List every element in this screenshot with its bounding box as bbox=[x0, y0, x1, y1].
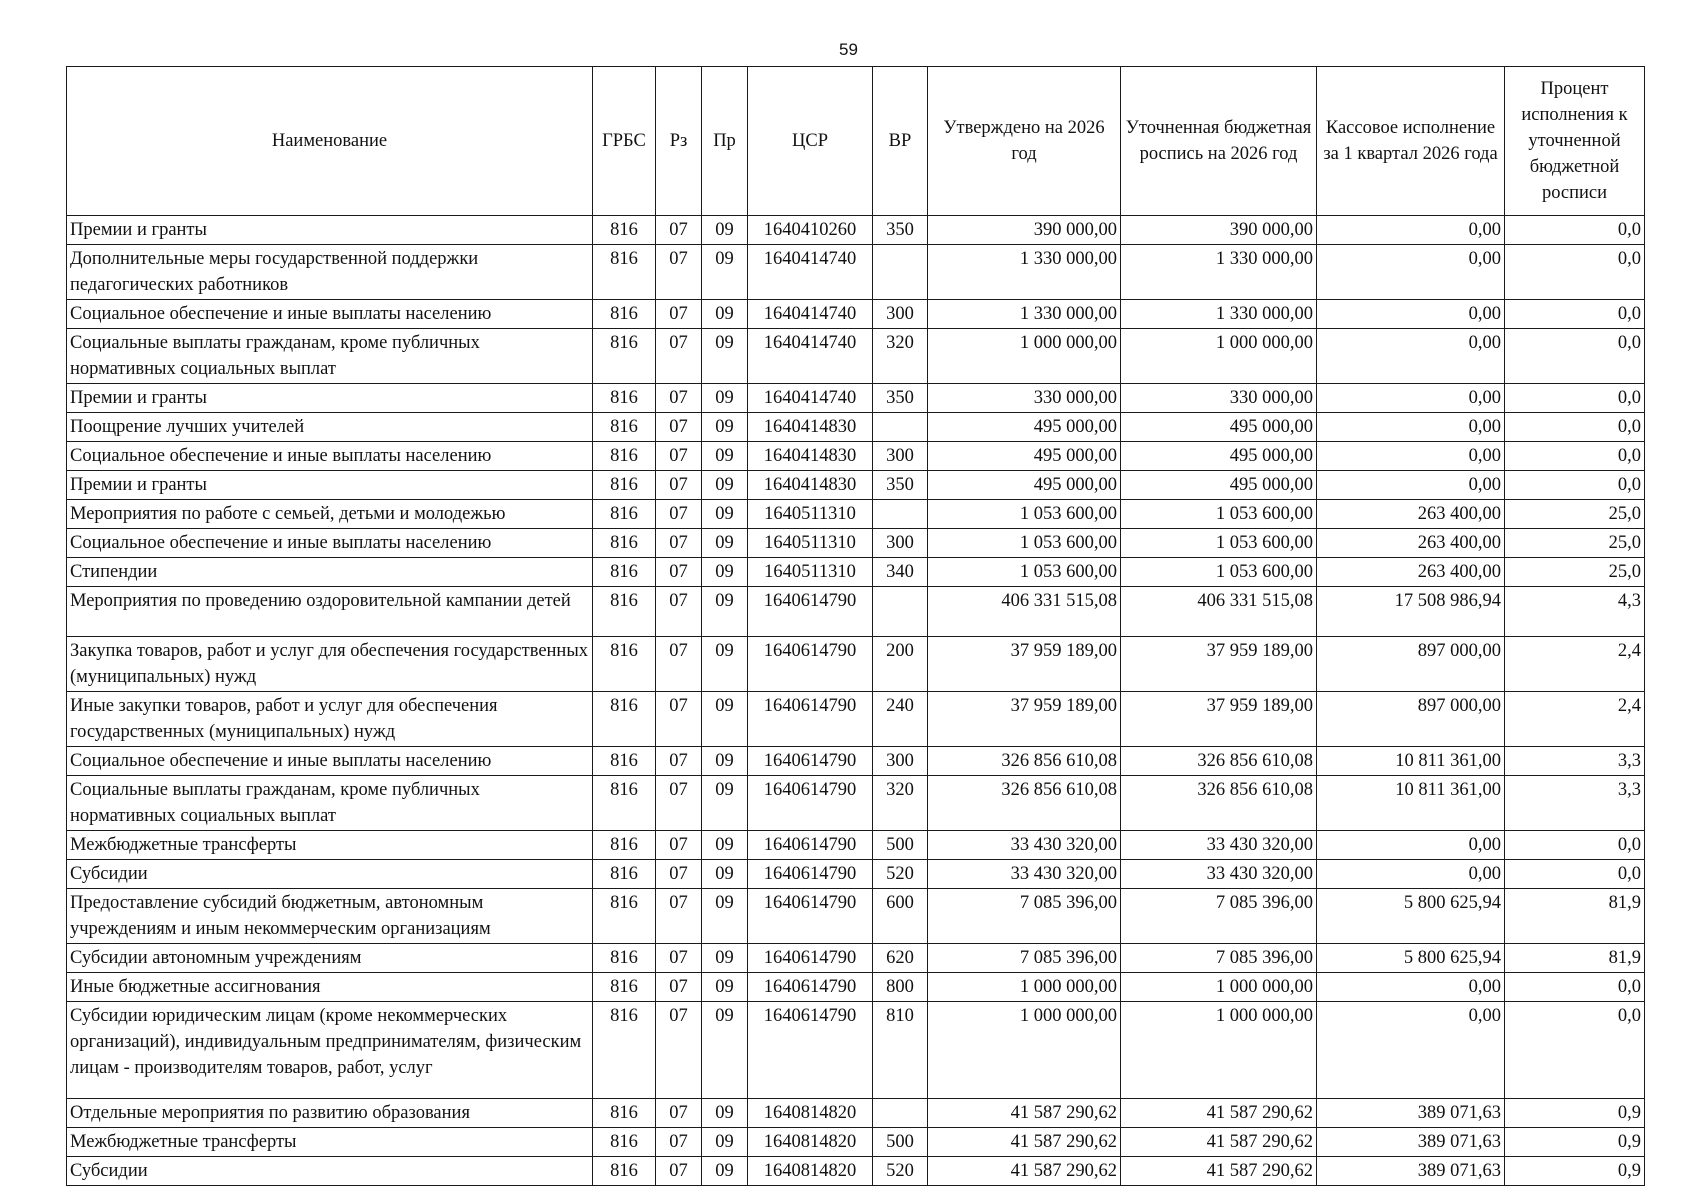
cell-pr: 09 bbox=[702, 300, 748, 329]
cell-grbs: 816 bbox=[593, 692, 656, 747]
cell-refined: 495 000,00 bbox=[1121, 442, 1317, 471]
cell-vr: 340 bbox=[873, 558, 928, 587]
cell-cash: 897 000,00 bbox=[1317, 692, 1505, 747]
header-rz: Рз bbox=[656, 67, 702, 216]
cell-approved: 1 330 000,00 bbox=[928, 245, 1121, 300]
cell-percent: 81,9 bbox=[1505, 889, 1645, 944]
cell-refined: 1 330 000,00 bbox=[1121, 300, 1317, 329]
cell-grbs: 816 bbox=[593, 747, 656, 776]
cell-grbs: 816 bbox=[593, 889, 656, 944]
cell-name: Межбюджетные трансферты bbox=[67, 1128, 593, 1157]
table-row bbox=[67, 529, 1645, 558]
cell-csr: 1640614790 bbox=[748, 776, 873, 831]
cell-name: Стипендии bbox=[67, 558, 593, 587]
cell-grbs: 816 bbox=[593, 558, 656, 587]
cell-approved: 326 856 610,08 bbox=[928, 776, 1121, 831]
table-row bbox=[67, 1128, 1645, 1157]
cell-approved: 406 331 515,08 bbox=[928, 587, 1121, 637]
table-row bbox=[67, 384, 1645, 413]
cell-cash: 0,00 bbox=[1317, 329, 1505, 384]
cell-refined: 1 330 000,00 bbox=[1121, 245, 1317, 300]
cell-vr: 240 bbox=[873, 692, 928, 747]
cell-vr bbox=[873, 587, 928, 637]
cell-pr: 09 bbox=[702, 245, 748, 300]
cell-vr: 500 bbox=[873, 831, 928, 860]
cell-approved: 1 000 000,00 bbox=[928, 1002, 1121, 1099]
header-row bbox=[67, 67, 1645, 216]
cell-vr: 300 bbox=[873, 529, 928, 558]
header-csr: ЦСР bbox=[748, 67, 873, 216]
cell-pr: 09 bbox=[702, 413, 748, 442]
cell-approved: 1 330 000,00 bbox=[928, 300, 1121, 329]
cell-cash: 263 400,00 bbox=[1317, 529, 1505, 558]
cell-vr: 300 bbox=[873, 442, 928, 471]
cell-pr: 09 bbox=[702, 442, 748, 471]
header-percent: Процент исполнения к уточненной бюджетной росписи bbox=[1505, 67, 1645, 216]
cell-cash: 0,00 bbox=[1317, 442, 1505, 471]
cell-grbs: 816 bbox=[593, 776, 656, 831]
cell-csr: 1640414830 bbox=[748, 471, 873, 500]
cell-vr: 320 bbox=[873, 776, 928, 831]
table-row bbox=[67, 831, 1645, 860]
cell-csr: 1640614790 bbox=[748, 637, 873, 692]
header-cash: Кассовое исполнение за 1 квартал 2026 года bbox=[1317, 67, 1505, 216]
cell-refined: 406 331 515,08 bbox=[1121, 587, 1317, 637]
cell-pr: 09 bbox=[702, 831, 748, 860]
table-row bbox=[67, 889, 1645, 944]
cell-refined: 37 959 189,00 bbox=[1121, 637, 1317, 692]
cell-approved: 33 430 320,00 bbox=[928, 860, 1121, 889]
header-vr: ВР bbox=[873, 67, 928, 216]
cell-grbs: 816 bbox=[593, 1002, 656, 1099]
table-row bbox=[67, 1157, 1645, 1186]
cell-pr: 09 bbox=[702, 692, 748, 747]
cell-name: Мероприятия по проведению оздоровительной кампании детей bbox=[67, 587, 593, 637]
cell-percent: 2,4 bbox=[1505, 692, 1645, 747]
cell-pr: 09 bbox=[702, 973, 748, 1002]
cell-vr bbox=[873, 245, 928, 300]
cell-vr: 800 bbox=[873, 973, 928, 1002]
cell-percent: 0,0 bbox=[1505, 216, 1645, 245]
cell-cash: 897 000,00 bbox=[1317, 637, 1505, 692]
cell-pr: 09 bbox=[702, 216, 748, 245]
table-row bbox=[67, 500, 1645, 529]
cell-rz: 07 bbox=[656, 831, 702, 860]
cell-approved: 326 856 610,08 bbox=[928, 747, 1121, 776]
cell-refined: 326 856 610,08 bbox=[1121, 776, 1317, 831]
cell-name: Иные закупки товаров, работ и услуг для обеспечения государственных (муниципальных) нужд bbox=[67, 692, 593, 747]
cell-percent: 25,0 bbox=[1505, 529, 1645, 558]
cell-csr: 1640614790 bbox=[748, 831, 873, 860]
table-row bbox=[67, 329, 1645, 384]
cell-cash: 0,00 bbox=[1317, 860, 1505, 889]
cell-name: Поощрение лучших учителей bbox=[67, 413, 593, 442]
cell-pr: 09 bbox=[702, 860, 748, 889]
cell-rz: 07 bbox=[656, 500, 702, 529]
cell-cash: 0,00 bbox=[1317, 300, 1505, 329]
cell-refined: 33 430 320,00 bbox=[1121, 860, 1317, 889]
cell-rz: 07 bbox=[656, 413, 702, 442]
cell-name: Межбюджетные трансферты bbox=[67, 831, 593, 860]
table-row bbox=[67, 413, 1645, 442]
cell-grbs: 816 bbox=[593, 384, 656, 413]
cell-rz: 07 bbox=[656, 637, 702, 692]
cell-name: Премии и гранты bbox=[67, 384, 593, 413]
cell-approved: 330 000,00 bbox=[928, 384, 1121, 413]
cell-csr: 1640614790 bbox=[748, 944, 873, 973]
cell-rz: 07 bbox=[656, 692, 702, 747]
cell-name: Премии и гранты bbox=[67, 216, 593, 245]
cell-cash: 17 508 986,94 bbox=[1317, 587, 1505, 637]
cell-grbs: 816 bbox=[593, 1099, 656, 1128]
table-body bbox=[67, 216, 1645, 1186]
cell-pr: 09 bbox=[702, 889, 748, 944]
table-row bbox=[67, 300, 1645, 329]
cell-pr: 09 bbox=[702, 529, 748, 558]
cell-cash: 0,00 bbox=[1317, 384, 1505, 413]
cell-percent: 0,0 bbox=[1505, 831, 1645, 860]
cell-name: Социальные выплаты гражданам, кроме публичных нормативных социальных выплат bbox=[67, 776, 593, 831]
cell-approved: 495 000,00 bbox=[928, 413, 1121, 442]
cell-cash: 389 071,63 bbox=[1317, 1128, 1505, 1157]
cell-approved: 1 053 600,00 bbox=[928, 558, 1121, 587]
cell-csr: 1640614790 bbox=[748, 587, 873, 637]
cell-approved: 33 430 320,00 bbox=[928, 831, 1121, 860]
table-row bbox=[67, 860, 1645, 889]
cell-refined: 1 000 000,00 bbox=[1121, 973, 1317, 1002]
cell-percent: 0,0 bbox=[1505, 1002, 1645, 1099]
cell-pr: 09 bbox=[702, 500, 748, 529]
cell-approved: 7 085 396,00 bbox=[928, 944, 1121, 973]
cell-vr: 600 bbox=[873, 889, 928, 944]
table-row bbox=[67, 1002, 1645, 1099]
cell-grbs: 816 bbox=[593, 245, 656, 300]
cell-csr: 1640814820 bbox=[748, 1157, 873, 1186]
cell-cash: 389 071,63 bbox=[1317, 1157, 1505, 1186]
table-row bbox=[67, 776, 1645, 831]
cell-cash: 263 400,00 bbox=[1317, 500, 1505, 529]
cell-pr: 09 bbox=[702, 329, 748, 384]
table-row bbox=[67, 587, 1645, 637]
cell-pr: 09 bbox=[702, 558, 748, 587]
cell-grbs: 816 bbox=[593, 300, 656, 329]
cell-rz: 07 bbox=[656, 329, 702, 384]
cell-refined: 1 053 600,00 bbox=[1121, 500, 1317, 529]
cell-rz: 07 bbox=[656, 471, 702, 500]
table-row bbox=[67, 216, 1645, 245]
cell-percent: 0,9 bbox=[1505, 1128, 1645, 1157]
table-row bbox=[67, 944, 1645, 973]
cell-percent: 0,0 bbox=[1505, 329, 1645, 384]
cell-pr: 09 bbox=[702, 944, 748, 973]
cell-csr: 1640511310 bbox=[748, 529, 873, 558]
cell-csr: 1640511310 bbox=[748, 500, 873, 529]
cell-grbs: 816 bbox=[593, 944, 656, 973]
table-row bbox=[67, 973, 1645, 1002]
cell-rz: 07 bbox=[656, 860, 702, 889]
table-row bbox=[67, 558, 1645, 587]
cell-csr: 1640414740 bbox=[748, 245, 873, 300]
cell-percent: 0,0 bbox=[1505, 442, 1645, 471]
cell-approved: 1 053 600,00 bbox=[928, 529, 1121, 558]
cell-vr: 810 bbox=[873, 1002, 928, 1099]
cell-rz: 07 bbox=[656, 944, 702, 973]
cell-pr: 09 bbox=[702, 1002, 748, 1099]
cell-percent: 25,0 bbox=[1505, 558, 1645, 587]
cell-percent: 0,0 bbox=[1505, 413, 1645, 442]
cell-rz: 07 bbox=[656, 776, 702, 831]
header-refined: Уточненная бюджетная роспись на 2026 год bbox=[1121, 67, 1317, 216]
cell-percent: 2,4 bbox=[1505, 637, 1645, 692]
cell-rz: 07 bbox=[656, 973, 702, 1002]
cell-percent: 0,0 bbox=[1505, 973, 1645, 1002]
cell-rz: 07 bbox=[656, 1002, 702, 1099]
cell-vr: 520 bbox=[873, 860, 928, 889]
table-row bbox=[67, 471, 1645, 500]
header-grbs: ГРБС bbox=[593, 67, 656, 216]
cell-name: Мероприятия по работе с семьей, детьми и молодежью bbox=[67, 500, 593, 529]
cell-name: Социальное обеспечение и иные выплаты населению bbox=[67, 747, 593, 776]
cell-refined: 41 587 290,62 bbox=[1121, 1157, 1317, 1186]
cell-csr: 1640614790 bbox=[748, 973, 873, 1002]
cell-percent: 0,0 bbox=[1505, 860, 1645, 889]
cell-percent: 0,0 bbox=[1505, 300, 1645, 329]
cell-pr: 09 bbox=[702, 776, 748, 831]
cell-refined: 1 000 000,00 bbox=[1121, 1002, 1317, 1099]
cell-cash: 0,00 bbox=[1317, 245, 1505, 300]
cell-approved: 41 587 290,62 bbox=[928, 1157, 1121, 1186]
cell-pr: 09 bbox=[702, 471, 748, 500]
cell-vr: 350 bbox=[873, 384, 928, 413]
cell-vr: 200 bbox=[873, 637, 928, 692]
table-row bbox=[67, 637, 1645, 692]
cell-refined: 1 053 600,00 bbox=[1121, 529, 1317, 558]
cell-csr: 1640814820 bbox=[748, 1099, 873, 1128]
cell-cash: 0,00 bbox=[1317, 471, 1505, 500]
cell-vr: 620 bbox=[873, 944, 928, 973]
cell-cash: 5 800 625,94 bbox=[1317, 889, 1505, 944]
cell-name: Премии и гранты bbox=[67, 471, 593, 500]
cell-approved: 495 000,00 bbox=[928, 471, 1121, 500]
cell-name: Дополнительные меры государственной поддержки педагогических работников bbox=[67, 245, 593, 300]
table-row bbox=[67, 442, 1645, 471]
cell-grbs: 816 bbox=[593, 637, 656, 692]
cell-vr bbox=[873, 500, 928, 529]
cell-pr: 09 bbox=[702, 1099, 748, 1128]
cell-percent: 0,0 bbox=[1505, 384, 1645, 413]
cell-csr: 1640414830 bbox=[748, 413, 873, 442]
cell-grbs: 816 bbox=[593, 329, 656, 384]
cell-approved: 1 053 600,00 bbox=[928, 500, 1121, 529]
cell-refined: 495 000,00 bbox=[1121, 413, 1317, 442]
cell-approved: 1 000 000,00 bbox=[928, 973, 1121, 1002]
cell-approved: 495 000,00 bbox=[928, 442, 1121, 471]
cell-refined: 495 000,00 bbox=[1121, 471, 1317, 500]
cell-vr: 320 bbox=[873, 329, 928, 384]
cell-grbs: 816 bbox=[593, 413, 656, 442]
cell-percent: 0,0 bbox=[1505, 245, 1645, 300]
cell-pr: 09 bbox=[702, 587, 748, 637]
cell-csr: 1640414740 bbox=[748, 300, 873, 329]
cell-rz: 07 bbox=[656, 529, 702, 558]
cell-refined: 326 856 610,08 bbox=[1121, 747, 1317, 776]
cell-percent: 0,9 bbox=[1505, 1099, 1645, 1128]
cell-csr: 1640414740 bbox=[748, 384, 873, 413]
cell-rz: 07 bbox=[656, 442, 702, 471]
cell-name: Предоставление субсидий бюджетным, автономным учреждениям и иным некоммерческим организациям bbox=[67, 889, 593, 944]
cell-grbs: 816 bbox=[593, 860, 656, 889]
cell-name: Отдельные мероприятия по развитию образования bbox=[67, 1099, 593, 1128]
cell-vr: 300 bbox=[873, 747, 928, 776]
cell-csr: 1640414740 bbox=[748, 329, 873, 384]
cell-rz: 07 bbox=[656, 384, 702, 413]
cell-approved: 37 959 189,00 bbox=[928, 637, 1121, 692]
header-name: Наименование bbox=[67, 67, 593, 216]
cell-name: Субсидии автономным учреждениям bbox=[67, 944, 593, 973]
cell-cash: 0,00 bbox=[1317, 216, 1505, 245]
cell-pr: 09 bbox=[702, 1157, 748, 1186]
cell-rz: 07 bbox=[656, 558, 702, 587]
cell-csr: 1640614790 bbox=[748, 747, 873, 776]
cell-percent: 0,0 bbox=[1505, 471, 1645, 500]
cell-grbs: 816 bbox=[593, 831, 656, 860]
cell-approved: 390 000,00 bbox=[928, 216, 1121, 245]
cell-name: Субсидии bbox=[67, 1157, 593, 1186]
cell-percent: 25,0 bbox=[1505, 500, 1645, 529]
header-pr: Пр bbox=[702, 67, 748, 216]
cell-name: Закупка товаров, работ и услуг для обеспечения государственных (муниципальных) нужд bbox=[67, 637, 593, 692]
cell-cash: 0,00 bbox=[1317, 973, 1505, 1002]
cell-percent: 0,9 bbox=[1505, 1157, 1645, 1186]
cell-rz: 07 bbox=[656, 587, 702, 637]
cell-rz: 07 bbox=[656, 1099, 702, 1128]
cell-csr: 1640614790 bbox=[748, 889, 873, 944]
cell-approved: 7 085 396,00 bbox=[928, 889, 1121, 944]
cell-name: Социальные выплаты гражданам, кроме публичных нормативных социальных выплат bbox=[67, 329, 593, 384]
cell-rz: 07 bbox=[656, 747, 702, 776]
cell-refined: 33 430 320,00 bbox=[1121, 831, 1317, 860]
cell-approved: 41 587 290,62 bbox=[928, 1128, 1121, 1157]
cell-approved: 37 959 189,00 bbox=[928, 692, 1121, 747]
cell-grbs: 816 bbox=[593, 1157, 656, 1186]
cell-approved: 1 000 000,00 bbox=[928, 329, 1121, 384]
cell-name: Социальное обеспечение и иные выплаты населению bbox=[67, 442, 593, 471]
cell-percent: 3,3 bbox=[1505, 776, 1645, 831]
cell-csr: 1640814820 bbox=[748, 1128, 873, 1157]
cell-refined: 41 587 290,62 bbox=[1121, 1128, 1317, 1157]
cell-refined: 41 587 290,62 bbox=[1121, 1099, 1317, 1128]
table-row bbox=[67, 245, 1645, 300]
cell-cash: 5 800 625,94 bbox=[1317, 944, 1505, 973]
cell-grbs: 816 bbox=[593, 216, 656, 245]
cell-grbs: 816 bbox=[593, 973, 656, 1002]
cell-refined: 37 959 189,00 bbox=[1121, 692, 1317, 747]
cell-csr: 1640414830 bbox=[748, 442, 873, 471]
cell-vr bbox=[873, 1099, 928, 1128]
cell-csr: 1640614790 bbox=[748, 860, 873, 889]
cell-rz: 07 bbox=[656, 216, 702, 245]
cell-cash: 0,00 bbox=[1317, 413, 1505, 442]
cell-vr bbox=[873, 413, 928, 442]
cell-vr: 500 bbox=[873, 1128, 928, 1157]
header-approved: Утверждено на 2026 год bbox=[928, 67, 1121, 216]
budget-table bbox=[66, 66, 1645, 1186]
cell-grbs: 816 bbox=[593, 1128, 656, 1157]
cell-rz: 07 bbox=[656, 1157, 702, 1186]
cell-grbs: 816 bbox=[593, 587, 656, 637]
table-row bbox=[67, 1099, 1645, 1128]
cell-csr: 1640410260 bbox=[748, 216, 873, 245]
cell-name: Субсидии bbox=[67, 860, 593, 889]
cell-csr: 1640614790 bbox=[748, 692, 873, 747]
cell-grbs: 816 bbox=[593, 529, 656, 558]
cell-cash: 10 811 361,00 bbox=[1317, 747, 1505, 776]
cell-rz: 07 bbox=[656, 245, 702, 300]
cell-pr: 09 bbox=[702, 747, 748, 776]
cell-name: Социальное обеспечение и иные выплаты населению bbox=[67, 300, 593, 329]
cell-refined: 7 085 396,00 bbox=[1121, 944, 1317, 973]
cell-pr: 09 bbox=[702, 637, 748, 692]
cell-refined: 390 000,00 bbox=[1121, 216, 1317, 245]
cell-csr: 1640614790 bbox=[748, 1002, 873, 1099]
cell-refined: 1 000 000,00 bbox=[1121, 329, 1317, 384]
cell-approved: 41 587 290,62 bbox=[928, 1099, 1121, 1128]
cell-refined: 1 053 600,00 bbox=[1121, 558, 1317, 587]
cell-vr: 350 bbox=[873, 216, 928, 245]
cell-cash: 389 071,63 bbox=[1317, 1099, 1505, 1128]
cell-refined: 7 085 396,00 bbox=[1121, 889, 1317, 944]
cell-rz: 07 bbox=[656, 300, 702, 329]
cell-percent: 4,3 bbox=[1505, 587, 1645, 637]
cell-name: Социальное обеспечение и иные выплаты населению bbox=[67, 529, 593, 558]
cell-percent: 3,3 bbox=[1505, 747, 1645, 776]
cell-vr: 520 bbox=[873, 1157, 928, 1186]
cell-cash: 0,00 bbox=[1317, 1002, 1505, 1099]
cell-name: Иные бюджетные ассигнования bbox=[67, 973, 593, 1002]
table-row bbox=[67, 692, 1645, 747]
cell-pr: 09 bbox=[702, 1128, 748, 1157]
cell-grbs: 816 bbox=[593, 471, 656, 500]
cell-cash: 263 400,00 bbox=[1317, 558, 1505, 587]
cell-vr: 350 bbox=[873, 471, 928, 500]
table-row bbox=[67, 747, 1645, 776]
cell-pr: 09 bbox=[702, 384, 748, 413]
cell-cash: 0,00 bbox=[1317, 831, 1505, 860]
cell-cash: 10 811 361,00 bbox=[1317, 776, 1505, 831]
cell-refined: 330 000,00 bbox=[1121, 384, 1317, 413]
cell-grbs: 816 bbox=[593, 442, 656, 471]
cell-csr: 1640511310 bbox=[748, 558, 873, 587]
cell-grbs: 816 bbox=[593, 500, 656, 529]
cell-percent: 81,9 bbox=[1505, 944, 1645, 973]
cell-rz: 07 bbox=[656, 1128, 702, 1157]
page-number: 59 bbox=[839, 40, 858, 59]
cell-vr: 300 bbox=[873, 300, 928, 329]
cell-name: Субсидии юридическим лицам (кроме некоммерческих организаций), индивидуальным предпринимателям, физическим лицам - производителям товаров, работ, услуг bbox=[67, 1002, 593, 1099]
cell-rz: 07 bbox=[656, 889, 702, 944]
